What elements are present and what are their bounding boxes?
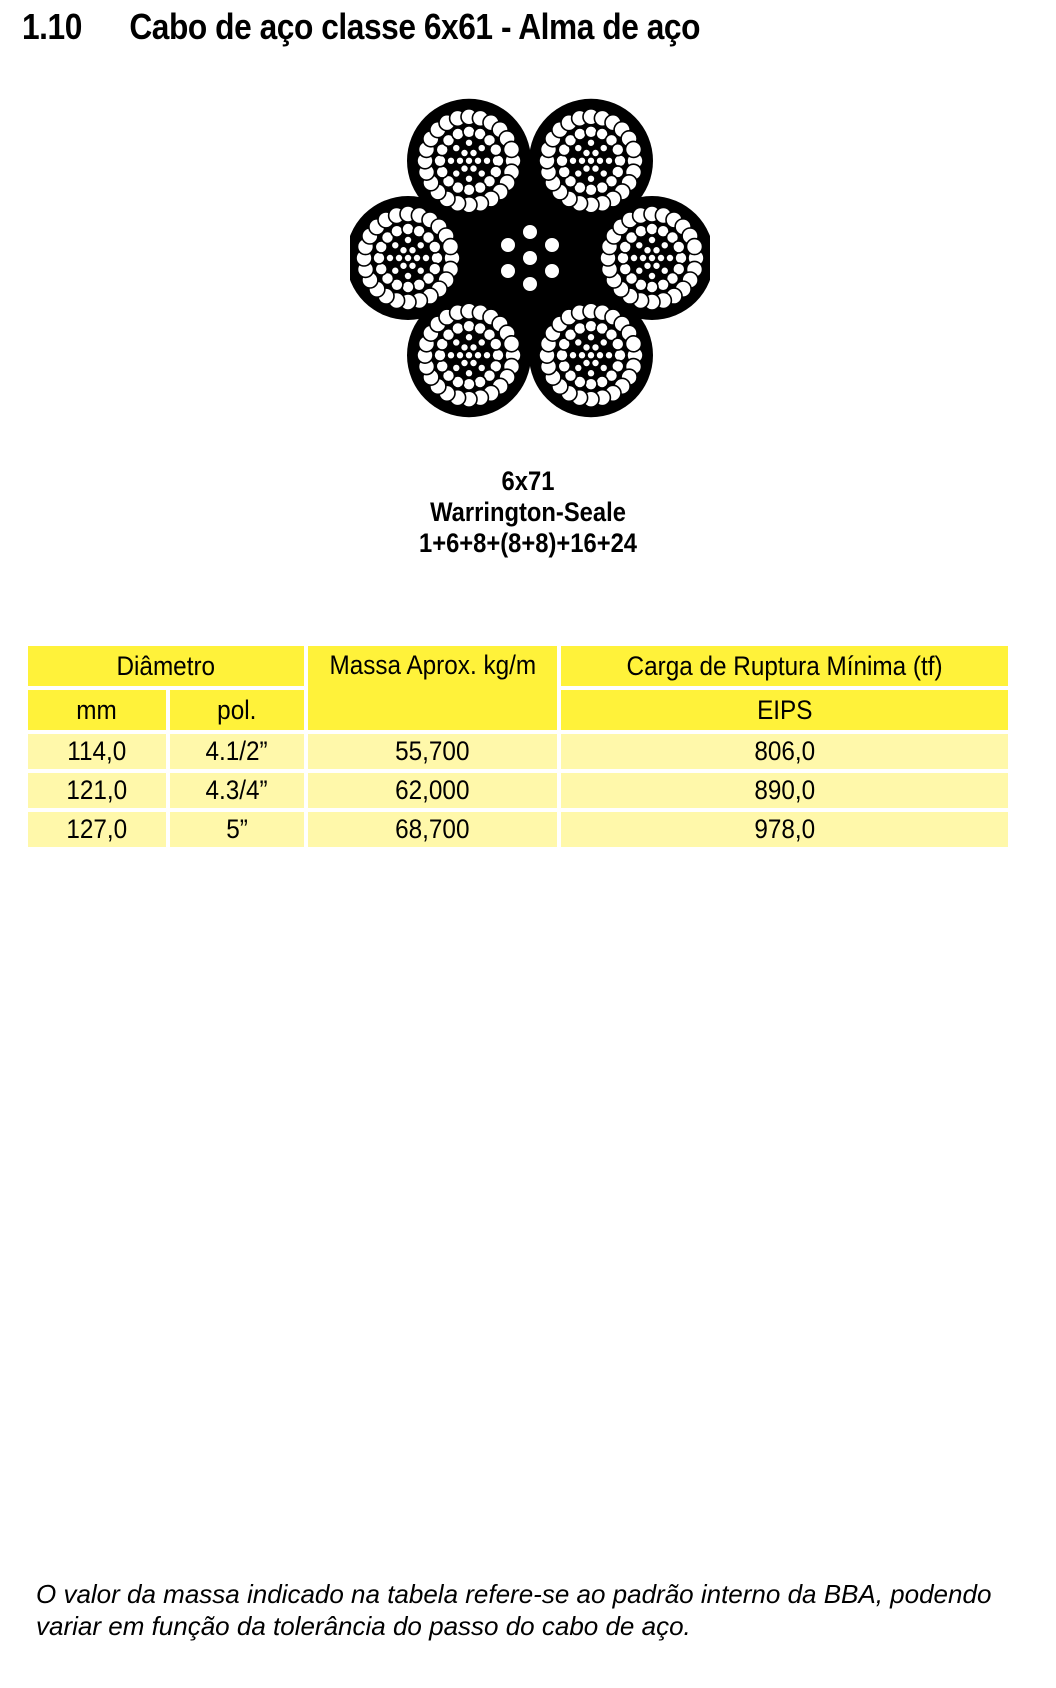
construction-type: Warrington-Seale xyxy=(430,497,626,527)
header-pol: pol. xyxy=(170,690,305,730)
section-title: Cabo de aço classe 6x61 - Alma de aço xyxy=(129,6,701,47)
header-eips: EIPS xyxy=(561,690,1008,730)
table-row xyxy=(28,734,1008,769)
cell-massa: 55,700 xyxy=(308,734,557,769)
cell-massa: 62,000 xyxy=(308,773,557,808)
rope-construction-caption xyxy=(0,466,1056,559)
header-mm: mm xyxy=(28,690,166,730)
header-diametro: Diâmetro xyxy=(28,646,304,686)
footnote xyxy=(36,1578,1026,1642)
table-row xyxy=(28,812,1008,847)
cell-eips: 978,0 xyxy=(561,812,1008,847)
cell-pol: 4.3/4” xyxy=(170,773,305,808)
cell-mm: 121,0 xyxy=(28,773,166,808)
wire-rope-cross-section-illustration xyxy=(350,88,710,448)
header-massa: Massa Aprox. kg/m xyxy=(308,646,557,730)
cell-eips: 806,0 xyxy=(561,734,1008,769)
cell-pol: 5” xyxy=(170,812,305,847)
spec-table xyxy=(24,642,1012,851)
table-row xyxy=(28,773,1008,808)
cell-pol: 4.1/2” xyxy=(170,734,305,769)
header-carga: Carga de Ruptura Mínima (tf) xyxy=(561,646,1008,686)
construction-formula: 1+6+8+(8+8)+16+24 xyxy=(418,528,637,558)
cell-massa: 68,700 xyxy=(308,812,557,847)
cell-mm: 127,0 xyxy=(28,812,166,847)
cell-mm: 114,0 xyxy=(28,734,166,769)
footnote-line: variar em função da tolerância do passo do cabo de aço. xyxy=(36,1611,691,1641)
page-title xyxy=(22,6,700,48)
section-number: 1.10 xyxy=(22,6,82,47)
footnote-line: O valor da massa indicado na tabela refere-se ao padrão interno da BBA, podendo xyxy=(36,1579,992,1609)
cell-eips: 890,0 xyxy=(561,773,1008,808)
construction-label: 6x71 xyxy=(501,466,555,496)
